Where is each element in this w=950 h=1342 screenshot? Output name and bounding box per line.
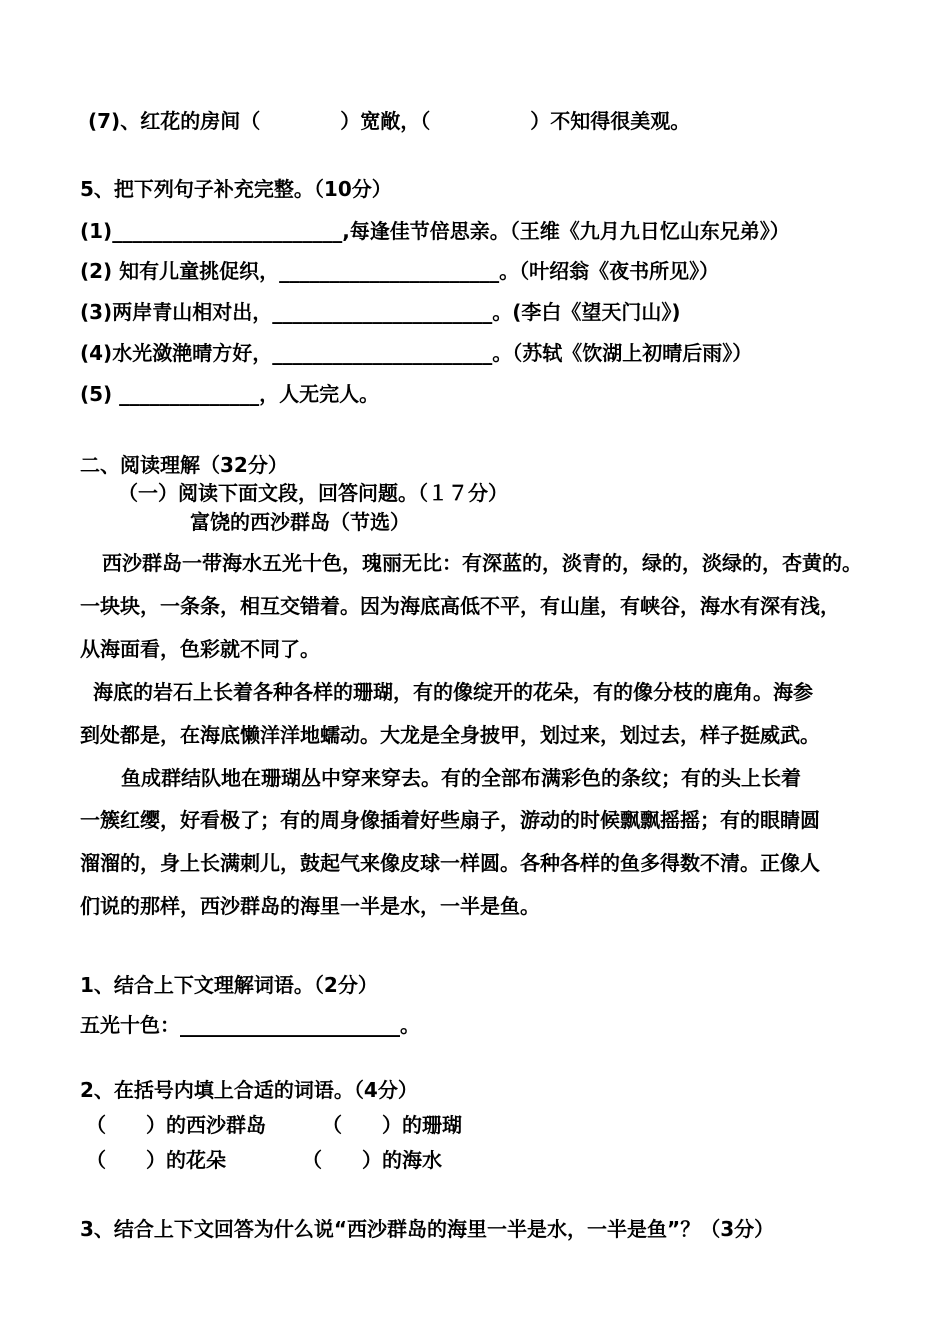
question-5-line-5: (5) ______________，人无完人。 — [80, 382, 380, 406]
reading-subtitle: （一）阅读下面文段，回答问题。（１７分） — [118, 481, 508, 505]
question-2-blank-1: （ ）的西沙群岛 — [86, 1113, 266, 1137]
reading-section-title: 二、阅读理解（32分） — [80, 453, 288, 477]
question-7-line: (7)、红花的房间（ ）宽敞，（ ）不知得很美观。 — [88, 109, 691, 133]
passage-p3-line-1: 鱼成群结队地在珊瑚丛中穿来穿去。有的全部布满彩色的条纹；有的头上长着 — [121, 766, 801, 790]
passage-title: 富饶的西沙群岛（节选） — [190, 510, 410, 534]
reading-question-1-title: 1、结合上下文理解词语。（2分） — [80, 973, 378, 997]
question-5-line-3: (3)两岸青山相对出，______________________。(李白《望天门山》) — [80, 300, 681, 324]
question-5-line-4: (4)水光潋滟晴方好，______________________。（苏轼《饮湖上初晴后雨》） — [80, 341, 753, 365]
passage-p2-line-2: 到处都是，在海底懒洋洋地蠕动。大龙是全身披甲，划过来，划过去，样子挺威武。 — [80, 723, 820, 747]
passage-p1-line-1: 西沙群岛一带海水五光十色，瑰丽无比：有深蓝的，淡青的，绿的，淡绿的，杏黄的。 — [102, 551, 862, 575]
reading-question-2-title: 2、在括号内填上合适的词语。（4分） — [80, 1078, 418, 1102]
passage-p3-line-4: 们说的那样，西沙群岛的海里一半是水，一半是鱼。 — [80, 894, 540, 918]
reading-question-3-title: 3、结合上下文回答为什么说“西沙群岛的海里一半是水，一半是鱼”？（3分） — [80, 1217, 775, 1241]
passage-p1-line-2: 一块块，一条条，相互交错着。因为海底高低不平，有山崖，有峡谷，海水有深有浅， — [80, 594, 840, 618]
reading-question-1-line: 五光十色：______________________。 — [80, 1013, 420, 1037]
question-2-blank-4: （ ）的海水 — [302, 1148, 442, 1172]
question-2-blank-3: （ ）的花朵 — [86, 1148, 226, 1172]
passage-p1-line-3: 从海面看，色彩就不同了。 — [80, 637, 320, 661]
passage-p3-line-3: 溜溜的，身上长满刺儿，鼓起气来像皮球一样圆。各种各样的鱼多得数不清。正像人 — [80, 851, 820, 875]
question-5-title: 5、把下列句子补充完整。（10分） — [80, 177, 392, 201]
question-5-line-1: (1)_______________________,每逢佳节倍思亲。（王维《九月九日忆山东兄弟》） — [80, 219, 790, 243]
passage-p2-line-1: 海底的岩石上长着各种各样的珊瑚，有的像绽开的花朵，有的像分枝的鹿角。海参 — [93, 680, 813, 704]
question-5-line-2: (2) 知有儿童挑促织，______________________。（叶绍翁《夜书所见》） — [80, 259, 720, 283]
question-2-blank-2: （ ）的珊瑚 — [322, 1113, 462, 1137]
passage-p3-line-2: 一簇红缨，好看极了；有的周身像插着好些扇子，游动的时候飘飘摇摇；有的眼睛圆 — [80, 808, 820, 832]
